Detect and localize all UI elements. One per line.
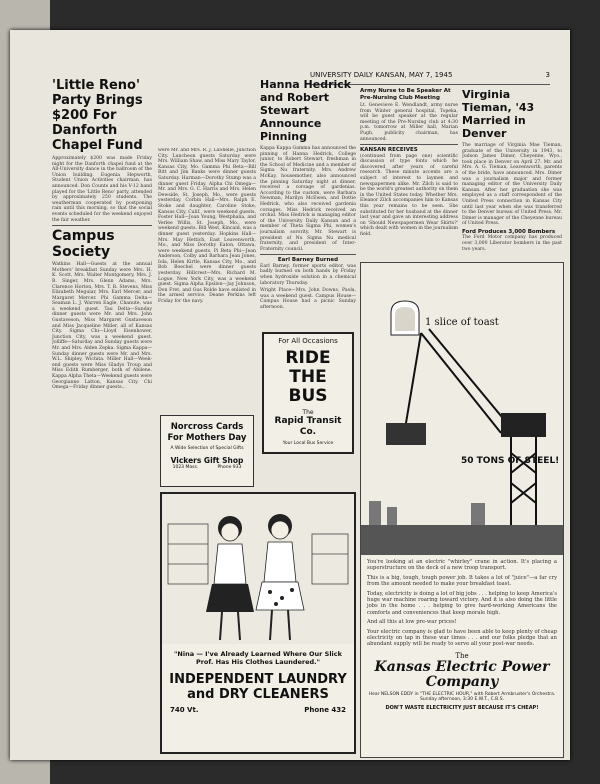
kpl-slogan: DON'T WASTE ELECTRICITY JUST BECAUSE IT'S CHEAP!: [385, 704, 539, 711]
laundry-contact: [162, 704, 354, 716]
ship-deck: [361, 525, 563, 555]
reno-headline: 'Little Reno' Party Brings $200 For Danforth Chapel Fund: [52, 78, 143, 153]
laundry-illustration: [162, 494, 354, 644]
bus-ad: [262, 332, 354, 454]
kpl-body-5: Your electric company is glad to have been able to keep plenty of cheap electricity on tap in these war times . . . and our folks pledge that an abundant supply will be ready to serve all your post-war needs.: [367, 628, 557, 648]
campus-notes: Wright Place—Mrs. John Downs, Paola, was a weekend guest. Campus House—Campus House had a picnic Sunday afternoon.: [260, 288, 356, 310]
ford-headline: Ford Produces 3,000 Bombers: [462, 228, 556, 235]
column-5: [462, 88, 562, 288]
bus-tagline: For All Occasions: [278, 337, 338, 345]
column-2: [158, 148, 256, 408]
toast-icon: [391, 301, 419, 335]
masthead-title: UNIVERSITY DAILY KANSAN, MAY 7, 1945: [310, 71, 453, 79]
burned-story: Earl Barney, former sports editor, was badly burned on both hands by Friday when hydroxide solution in a chemical laboratory Thursday.: [260, 263, 356, 286]
bus-footer: Your Local Bus Service: [282, 441, 334, 446]
laundry-quote: "Nina — I've Already Learned Where Our Slick Prof. Has His Clothes Laundered.": [174, 650, 342, 666]
nurse-story: Lt. Genevieve E. Wendlandt, army nurse from Winter general hospital, Topeka, will be guest speaker at the regular meeting of the Pre-Nursing club at 4:30 p.m. tomorrow at Miller hall, Marian Pugh, publicity chairman, has announced.: [360, 103, 458, 142]
vickers-store: Vickers Gift Shop: [170, 456, 244, 465]
toast-label: 1 slice of toast: [425, 317, 499, 328]
tieman-headline: Virginia Tieman, '43 Married in Denver: [462, 88, 535, 140]
kpl-copy: [361, 555, 563, 648]
vickers-ad: [160, 415, 254, 487]
newspaper-page: [10, 30, 570, 760]
tieman-story: The marriage of Virginia Mae Tieman, graduate of the University in 1943, to Judson James Dimer, Cheyenne, Wyo., took place in Denver on April 27. Mr. and Mrs. A. G. Tieman, Leavenworth, parents of the bride, have announced. Mrs. Dimer was a journalism major and former managing editor of the University Daily Kansan. After her graduation she was employed as a staff correspondent of the United Press connection in Kansas City until last year when she was transferred to the Denver bureau of United Press. Mr. Dimer is manager of the Cheyenne bureau of United Press.: [462, 143, 562, 227]
society-story: Watkins Hall—Guests at the annual Mothers' breakfast Sunday were Mrs. H. K. Scott, Mrs. Walter Montgomery, Mrs. J. B. Singer, Mrs. Glenn Adams, Mrs. Clarence Horton, Mrs. T. R. Stevens, Miss Elizabeth Meguiar, Mrs. Earl Mercer, and Margaret Mercer. Phi Gamma Delta—Seaman L. J. Warren Eagle, Chanute, was a weekend guest. Tau Delta—Sunday dinner guests were Mr. and Mrs. John Gustaveson, Miss Margaret Gustaveson and Miss Jacqueline Miller, all of Kansas City. Sigma Chi—Lloyd Eisenhower, Junction City, was a weekend guest. Jolliffe—Saturday and Sunday guests were Mr. and Mrs. Alden Zepka. Sigma Kappa—Sunday dinner guests were Mr. and Mrs. W.L. Shipley, Wichita. Miller Hall—Week-end guests were Miss Gladys Troup and Miss Edith Rumberger, both of Abilene. Kappa Alpha Theta—Weekend guests were Georgianne Latton, Kansas City. Chi Omega—Friday dinner guests...: [52, 262, 152, 391]
crane-illustration: [361, 263, 563, 555]
tons-label: 50 TONS OF STEEL!: [461, 456, 560, 466]
ford-story: The Ford Motor company has produced over 3,000 Liberator bombers in the past two years.: [462, 235, 562, 252]
laundry-phone: Phone 432: [304, 706, 346, 714]
vickers-contact: [163, 465, 251, 470]
crane-cab: [501, 413, 546, 437]
nurse-headline: Army Nurse to Be Speaker At Pre-Nursing Club Meeting: [360, 88, 451, 101]
bus-company: Rapid Transit Co.: [274, 416, 342, 437]
steel-load: [386, 423, 426, 445]
divider: [52, 225, 152, 226]
vickers-phone: Phone 933: [217, 465, 242, 470]
column-4: [360, 88, 458, 288]
column-3: [260, 78, 356, 328]
burned-headline: Earl Barney Burned: [277, 257, 339, 264]
divider: [360, 144, 458, 145]
receives-story: (continued from page one) scientific discussion of type fonts which he discovered after years of careful research. These minute accents are a subject of interest to laymen and newspapermen alike. Mr. Zilch is said to be the world's greatest authority on them in the United States today. Whether Mrs. Eleanor Zilch accompanies him to Kansas this year remains to be seen. She substituted for her husband at the dinner last year and gave an interesting address on 'Should Newspapermen Wear Skirts?' which dealt with women in the journalism field.: [360, 153, 458, 237]
page-number: 3: [545, 71, 550, 79]
bus-big: RIDE THE BUS: [285, 348, 331, 406]
kpl-body-1: You're looking at an electric "whirley" crane in action. It's placing a superstructure on the deck of a new troop transport.: [367, 559, 557, 572]
pinning-headline: Hanna Hedrick and Robert Stewart Announce Pinning: [260, 78, 352, 143]
society-continued: were Mr. and Mrs. R. J. LaShelle, Junction City. Luncheon guests Saturday were Mrs. William Shaw, and Miss Mary Taylor, Kansas City, Mo. Gamma Phi Beta—Bill Bitt and Jim Banks were dinner guests Saturday. Harman—Dorothy Stump was a dinner guest Friday. Alpha Chi Omega—Mr. and Mrs. G. C. Harris and Mrs. Helen Dewside, St. Joseph, Mo., were guests yesterday. Corbin Hall—Mrs. Ralph E. Stoke and daughter, Caroline Stoke, Kansas City, Calif., were weekend guests. Foster Hall—Joan Young, Westphalia, and Verlee Willis, St. Joseph, Mo., were weekend guests. Bill West, Kincaid, was a dinner guest yesterday. Hopkins Hall—Mrs. May Hettich, East Leavenworth, Mo., and Miss Dorothy Eaton, Ottawa, were weekend guests. Pi Beta Phi—Jean Anderson, Colby and Barbara Jean Jones, Iola, Helen Kirtle, Kansas City, Mo., and Bob Boechel were dinner guests yesterday. Hillcrest—Mrs. Richard M. Logue, New York City, was a weekend guest. Sigma Alpha Epsilon—Jay Johnson, Don Fret, and Gus Rolde have enlisted in the armed service. Deane Perkins left Friday for the navy.: [158, 148, 256, 305]
society-headline: Campus Society: [52, 228, 115, 261]
laundry-name: INDEPENDENT LAUNDRY and DRY CLEANERS: [169, 672, 347, 702]
kpl-body-4: And all this at low pre-war prices!: [367, 619, 457, 626]
bus-the: The: [302, 409, 314, 416]
laundry-address: 740 Vt.: [170, 706, 199, 714]
divider: [260, 254, 356, 255]
vickers-address: 1023 Mass.: [172, 465, 199, 470]
pinning-story: Kappa Kappa Gamma has announced the pinning of Hanna Hedrick, College junior, to Robert Stewart, freshman in the School of Medicine and a member of Sigma Nu fraternity. Mrs. Andrew McKay, housemother, also announced the pinning Saturday night at dinner, received a corsage of gardenias. According to the custom, were Barbara Newman, Marilyn McEwen, and Dottie Hedrick, who also received gardenia corsages. Miss Hedrick received an orchid. Miss Hedrick is managing editor of the University Daily Kansan and a member of Theta Sigma Phi, women's journalism sorority. Mr. Stewart is president of Nu Sigma Nu medical fraternity, and president of Inter-Fraternity council.: [260, 146, 356, 252]
vickers-title: Norcross Cards For Mothers Day: [167, 422, 247, 443]
vickers-subtitle: A Wide Selection of Special Gifts: [170, 446, 244, 451]
kpl-body-3: Today, electricity is doing a lot of big jobs . . . helping to keep America's huge war machine roaring toward victory. And it is also doing the little jobs in the home . . . helping to give hard-working Americans the comforts and conveniences that keep morale high.: [367, 590, 557, 616]
reno-story: Approximately $200 was made Friday night for the Danforth chapel fund at the All-University dance in the ballroom of the Union building. Eugenia Hepworth, Student Union Activities chairman, has announced. Don Counts and his V-12 band played for the 'Little Reno' party, attended by approximately 250 students. The weatherman cooperated by postponing rain until this morning, so that the social events scheduled for the weekend enjoyed the fair weather.: [52, 156, 152, 223]
kpl-name: Kansas Electric Power Company: [374, 658, 550, 690]
kpl-radio: Hear NELSON EDDY in "THE ELECTRIC HOUR," with Robert Armbruster's Orchestra. Sunday afternoon, 3:30 E.W.T., C.B.S.: [368, 691, 556, 703]
kpl-body-2: This is a big, tough, tough power job. It takes a lot of "juice"—a far cry from the amount needed to make your breakfast toast.: [367, 574, 557, 588]
kpl-ad: [360, 262, 564, 758]
kpl-logo: [361, 652, 563, 690]
kpl-the: The: [455, 651, 469, 660]
column-1: [52, 78, 152, 758]
receives-headline: KANSAN RECEIVES: [360, 147, 418, 154]
laundry-ad: [160, 492, 356, 754]
